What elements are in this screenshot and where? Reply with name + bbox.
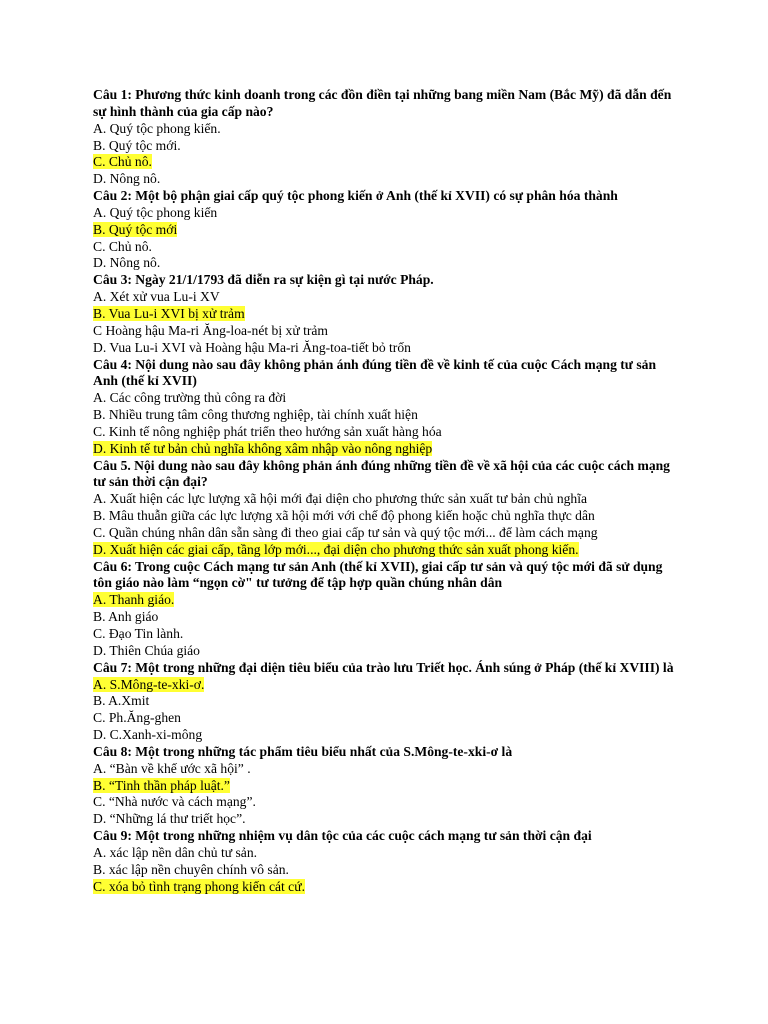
answer-option-text: B. Nhiều trung tâm công thương nghiệp, tài chính xuất hiện (93, 407, 418, 423)
answer-option-text: B. Mâu thuẫn giữa các lực lượng xã hội mới với chế độ phong kiến hoặc chủ nghĩa thực dân (93, 508, 595, 524)
answer-option (93, 862, 683, 879)
answer-option-text: A. Xét xử vua Lu-i XV (93, 289, 220, 305)
answer-option (93, 491, 683, 508)
answer-option (93, 255, 683, 272)
answer-option-text: A. Xuất hiện các lực lượng xã hội mới đại diện cho phương thức sản xuất tư bản chủ nghĩa (93, 491, 588, 507)
answer-option-text: D. Nông nô. (93, 255, 161, 271)
answer-option-highlighted: A. S.Mông-te-xki-ơ. (93, 676, 205, 692)
answer-option-text: A. Các công trường thủ công ra đời (93, 390, 287, 406)
answer-option (93, 306, 683, 323)
answer-option-text: D. Thiên Chúa giáo (93, 642, 200, 658)
answer-option-text: A. Quý tộc phong kiến (93, 204, 218, 220)
document-body (93, 87, 683, 896)
answer-option-text: B. Quý tộc mới. (93, 137, 181, 153)
answer-option-text: C. Quần chúng nhân dân sẵn sàng đi theo giai cấp tư sản và quý tộc mới... để làm cách mạng (93, 524, 598, 540)
answer-option-highlighted: B. “Tinh thần pháp luật.” (93, 777, 230, 793)
answer-option (93, 592, 683, 609)
answer-option-text: B. Anh giáo (93, 609, 159, 625)
answer-option-text: C. Đạo Tin lành. (93, 626, 184, 641)
question-text: Câu 2: Một bộ phận giai cấp quý tộc phong kiến ở Anh (thế kỉ XVII) có sự phân hóa thành (93, 188, 618, 204)
answer-option (93, 239, 683, 256)
answer-option (93, 222, 683, 239)
question-text: Câu 9: Một trong những nhiệm vụ dân tộc của các cuộc cách mạng tư sản thời cận đại (93, 828, 592, 844)
answer-option-text: C. Kinh tế nông nghiệp phát triển theo hướng sản xuất hàng hóa (93, 423, 442, 439)
answer-option (93, 677, 683, 694)
answer-option (93, 626, 683, 643)
answer-option-text: D. Vua Lu-i XVI và Hoàng hậu Ma-ri Ăng-toa-tiết bỏ trốn (93, 339, 411, 355)
answer-option-highlighted: C. xóa bỏ tình trạng phong kiến cát cứ. (93, 878, 305, 894)
answer-option-text: D. C.Xanh-xi-mông (93, 727, 203, 743)
question-text: Câu 7: Một trong những đại diện tiêu biểu của trào lưu Triết học. Ánh súng ở Pháp (thế kỉ XVIII) là (93, 659, 674, 675)
question-block (93, 828, 683, 895)
answer-option (93, 525, 683, 542)
answer-option-highlighted: B. Quý tộc mới (93, 221, 178, 237)
answer-option (93, 121, 683, 138)
answer-option-highlighted: D. Kinh tế tư bản chủ nghĩa không xâm nhập vào nông nghiệp (93, 440, 433, 456)
answer-option (93, 154, 683, 171)
answer-option (93, 609, 683, 626)
answer-option-text: A. xác lập nền dân chủ tư sản. (93, 844, 258, 860)
question-block (93, 458, 683, 559)
answer-option (93, 811, 683, 828)
question-block (93, 559, 683, 660)
question-block (93, 357, 683, 458)
answer-option (93, 441, 683, 458)
answer-option (93, 727, 683, 744)
answer-option-text: C Hoàng hậu Ma-ri Ăng-loa-nét bị xử trảm (93, 322, 329, 338)
answer-option-text: C. Ph.Ăng-ghen (93, 710, 181, 726)
answer-option (93, 542, 683, 559)
answer-option (93, 761, 683, 778)
answer-option-text: C. Chủ nô. (93, 238, 152, 254)
answer-option (93, 794, 683, 811)
answer-option-highlighted: B. Vua Lu-i XVI bị xử trảm (93, 305, 245, 321)
answer-option (93, 289, 683, 306)
question-text: Câu 1: Phương thức kinh doanh trong các đồn điền tại những bang miền Nam (Bắc Mỹ) đã dẫn đến sự hình thành của gia cấp nào? (93, 87, 672, 119)
answer-option (93, 138, 683, 155)
answer-option (93, 424, 683, 441)
answer-option-text: A. “Bàn về khế ước xã hội” . (93, 760, 251, 776)
question-block (93, 744, 683, 828)
answer-option (93, 205, 683, 222)
answer-option (93, 171, 683, 188)
answer-option-text: B. xác lập nền chuyên chính vô sản. (93, 861, 289, 877)
question-text: Câu 4: Nội dung nào sau đây không phản ánh đúng tiền đề về kinh tế của cuộc Cách mạng tư sản Anh (thế kỉ XVII) (93, 356, 657, 389)
answer-option-text: D. “Những lá thư triết học”. (93, 811, 246, 827)
answer-option (93, 390, 683, 407)
answer-option (93, 693, 683, 710)
answer-option (93, 407, 683, 424)
question-block (93, 87, 683, 188)
answer-option-highlighted: A. Thanh giáo. (93, 592, 175, 608)
answer-option (93, 323, 683, 340)
answer-option (93, 845, 683, 862)
answer-option (93, 710, 683, 727)
question-text: Câu 6: Trong cuộc Cách mạng tư sản Anh (thế kỉ XVII), giai cấp tư sản và quý tộc mới đã sử dụng tôn giáo nào làm “ngọn cờ" tư tưởng để tập hợp quần chúng nhân dân (93, 558, 663, 591)
answer-option-text: B. A.Xmit (93, 693, 150, 709)
answer-option-text: C. “Nhà nước và cách mạng”. (93, 794, 256, 810)
answer-option-text: A. Quý tộc phong kiến. (93, 120, 221, 136)
answer-option (93, 778, 683, 795)
answer-option-text: D. Nông nô. (93, 171, 161, 187)
question-block (93, 272, 683, 356)
answer-option (93, 879, 683, 896)
answer-option-highlighted: D. Xuất hiện các giai cấp, tầng lớp mới..., đại diện cho phương thức sản xuất phong kiến. (93, 541, 579, 557)
question-text: Câu 8: Một trong những tác phẩm tiêu biểu nhất của S.Mông-te-xki-ơ là (93, 743, 513, 759)
answer-option (93, 340, 683, 357)
question-block (93, 188, 683, 272)
answer-option-highlighted: C. Chủ nô. (93, 154, 152, 170)
answer-option (93, 643, 683, 660)
question-block (93, 660, 683, 744)
question-text: Câu 5. Nội dung nào sau đây không phản ánh đúng những tiền đề về xã hội của các cuộc cách mạng tư sản thời cận đại? (93, 457, 670, 490)
answer-option (93, 508, 683, 525)
question-text: Câu 3: Ngày 21/1/1793 đã diễn ra sự kiện gì tại nước Pháp. (93, 272, 434, 288)
